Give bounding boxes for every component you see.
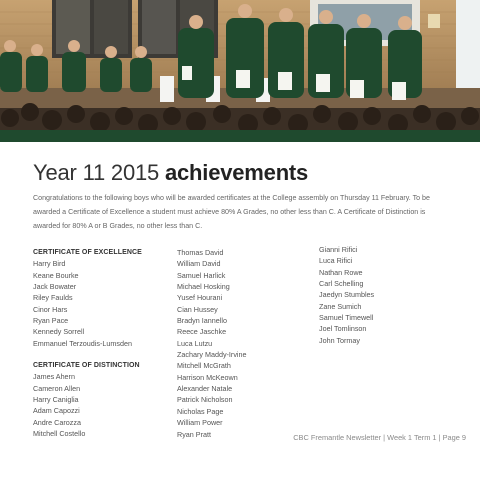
- list-item: Ryan Pratt: [177, 429, 211, 439]
- list-item: Thomas David: [177, 248, 224, 257]
- title-emphasis: achievements: [164, 160, 309, 185]
- list-item: Alexander Natale: [177, 384, 233, 394]
- list-item: William Power: [177, 418, 223, 428]
- list-item: Riley Faulds: [33, 293, 73, 303]
- list-item: Andre Carozza: [33, 417, 81, 427]
- title-year: Year 11 2015: [33, 160, 165, 185]
- list-item: Bradyn Iannello: [177, 316, 227, 326]
- list-item: Jaedyn Stumbles: [319, 290, 375, 300]
- list-item: Kennedy Sorrell: [33, 327, 85, 337]
- list-item: Carl Schelling: [319, 279, 364, 289]
- list-item: John Tormay: [319, 335, 361, 345]
- list-item: Mitchell Costello: [33, 429, 86, 439]
- spacer: [33, 349, 142, 360]
- list-item: Zane Sumich: [319, 301, 362, 311]
- intro-paragraph: Congratulations to the following boys who will be awarded certificates at the College assembly on Thursday 11 February. To be awarded a Certificate of Excellence a student must achieve 80% A Grades, no other less than C. A Certificate of Distinction is awarded for 80% A or B Grades, no other less than C.: [33, 194, 430, 230]
- list-item: Harrison McKeown: [177, 372, 238, 382]
- column-3: [319, 244, 374, 346]
- list-item: Jack Bowater: [33, 282, 77, 292]
- list-item: Emmanuel Terzoudis-Lumsden: [33, 338, 132, 348]
- page-title: [33, 160, 308, 186]
- list-item: Samuel Timewell: [319, 313, 374, 323]
- list-item: Zachary Maddy-Irvine: [177, 350, 247, 360]
- list-item: Luca Lutzu: [177, 338, 213, 348]
- page-footer: CBC Fremantle Newsletter | Week 1 Term 1 | Page 9: [293, 433, 466, 442]
- distinction-heading: CERTIFICATE OF DISTINCTION: [33, 362, 140, 370]
- list-item: Reece Jaschke: [177, 327, 227, 337]
- list-item: Adam Capozzi: [33, 406, 80, 416]
- list-item: James Ahern: [33, 372, 75, 382]
- list-item: Michael Hosking: [177, 282, 230, 292]
- list-item: Yusef Hourani: [177, 293, 223, 303]
- column-1: [33, 247, 142, 440]
- list-item: Cameron Allen: [33, 383, 81, 393]
- list-item: Nicholas Page: [177, 406, 224, 416]
- list-item: Gianni Rifici: [319, 245, 358, 254]
- list-item: Harry Caniglia: [33, 395, 79, 405]
- list-item: Joel Tomlinson: [319, 324, 367, 334]
- list-item: Cian Hussey: [177, 304, 218, 314]
- list-item: William David: [177, 259, 221, 269]
- list-item: Samuel Harlick: [177, 270, 226, 280]
- list-item: Patrick Nicholson: [177, 395, 233, 405]
- assembly-photo: [0, 0, 480, 142]
- list-item: Nathan Rowe: [319, 267, 363, 277]
- excellence-heading: CERTIFICATE OF EXCELLENCE: [33, 249, 142, 256]
- column-2: [177, 247, 247, 440]
- list-item: Ryan Pace: [33, 316, 69, 326]
- list-item: Mitchell McGrath: [177, 361, 231, 371]
- list-item: Harry Bird: [33, 259, 66, 269]
- list-item: Cinor Hars: [33, 304, 68, 314]
- list-item: Luca Rifici: [319, 256, 353, 266]
- list-item: Keane Bourke: [33, 270, 79, 280]
